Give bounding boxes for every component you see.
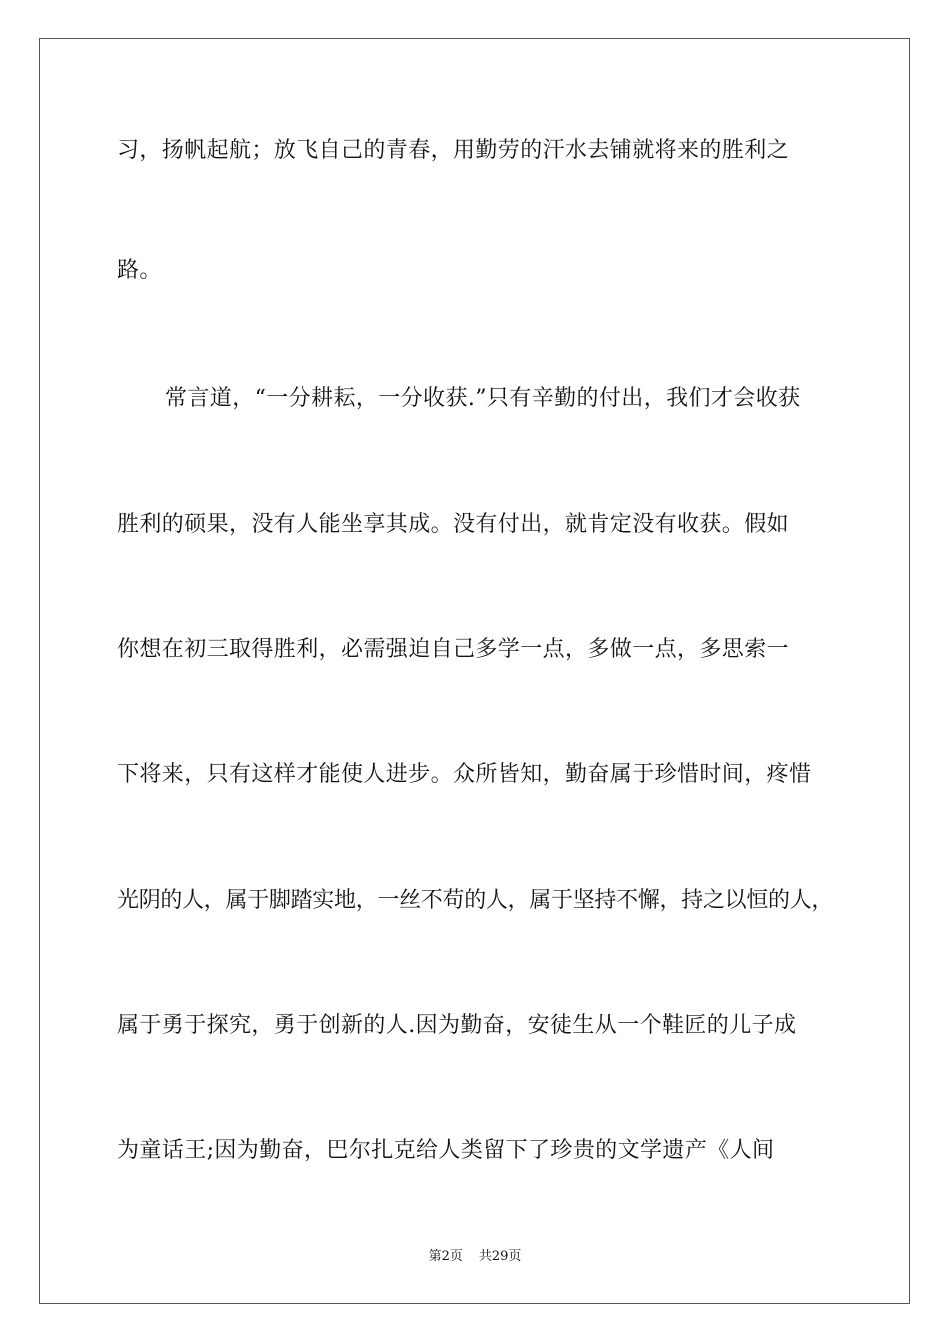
text-line: 为童话王;因为勤奋，巴尔扎克给人类留下了珍贵的文学遗产《人间 bbox=[117, 1138, 775, 1163]
page-number: 第2页 bbox=[428, 1249, 463, 1264]
text-line: 习，扬帆起航；放飞自己的青春，用勤劳的汗水去铺就将来的胜利之 bbox=[117, 138, 790, 163]
text-line: 路。 bbox=[117, 258, 162, 283]
text-line: 光阴的人，属于脚踏实地，一丝不苟的人，属于坚持不懈，持之以恒的人， bbox=[117, 888, 834, 913]
total-pages: 共29页 bbox=[478, 1249, 522, 1264]
page-frame bbox=[39, 38, 910, 1304]
text-line: 胜利的硕果，没有人能坐享其成。没有付出，就肯定没有收获。假如 bbox=[117, 512, 790, 537]
page-footer bbox=[0, 1248, 950, 1266]
text-line: 属于勇于探究，勇于创新的人.因为勤奋，安徒生从一个鞋匠的儿子成 bbox=[117, 1013, 797, 1038]
paragraph-first-line: 常言道，“一分耕耘，一分收获.”只有辛勤的付出，我们才会收获 bbox=[165, 386, 801, 411]
text-line: 下将来，只有这样才能使人进步。众所皆知，勤奋属于珍惜时间，疼惜 bbox=[117, 762, 812, 787]
text-line: 你想在初三取得胜利，必需强迫自己多学一点，多做一点，多思索一 bbox=[117, 637, 790, 662]
